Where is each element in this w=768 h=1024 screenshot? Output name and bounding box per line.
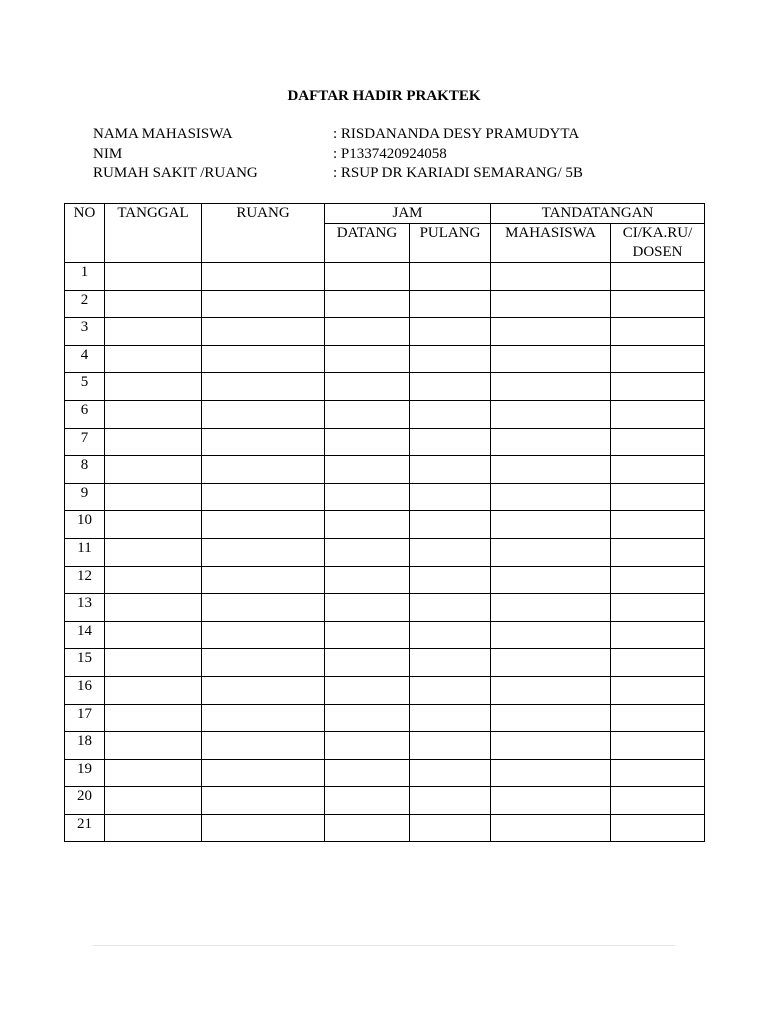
row-number: 15 — [65, 649, 105, 677]
mahasiswa-signature-cell — [491, 400, 611, 428]
datang-cell — [325, 759, 410, 787]
tanggal-cell — [105, 290, 202, 318]
ruang-cell — [202, 290, 325, 318]
table-row — [65, 759, 705, 787]
ci-signature-cell — [611, 814, 705, 842]
ruang-cell — [202, 732, 325, 760]
datang-cell — [325, 263, 410, 291]
table-row — [65, 263, 705, 291]
pulang-cell — [410, 676, 491, 704]
pulang-cell — [410, 566, 491, 594]
info-value: : RSUP DR KARIADI SEMARANG/ 5B — [333, 165, 583, 181]
datang-cell — [325, 787, 410, 815]
header-tandatangan: TANDATANGAN — [491, 204, 705, 224]
datang-cell — [325, 428, 410, 456]
attendance-rows — [65, 263, 705, 842]
attendance-table — [64, 203, 705, 842]
datang-cell — [325, 290, 410, 318]
datang-cell — [325, 732, 410, 760]
tanggal-cell — [105, 373, 202, 401]
table-row — [65, 704, 705, 732]
ci-signature-cell — [611, 511, 705, 539]
table-row — [65, 787, 705, 815]
ruang-cell — [202, 456, 325, 484]
tanggal-cell — [105, 511, 202, 539]
pulang-cell — [410, 483, 491, 511]
tanggal-cell — [105, 456, 202, 484]
ci-signature-cell — [611, 400, 705, 428]
row-number: 21 — [65, 814, 105, 842]
pulang-cell — [410, 759, 491, 787]
mahasiswa-signature-cell — [491, 290, 611, 318]
ci-signature-cell — [611, 428, 705, 456]
table-row — [65, 290, 705, 318]
ci-signature-cell — [611, 759, 705, 787]
ci-signature-cell — [611, 263, 705, 291]
pulang-cell — [410, 649, 491, 677]
tanggal-cell — [105, 345, 202, 373]
tanggal-cell — [105, 649, 202, 677]
tanggal-cell — [105, 814, 202, 842]
row-number: 14 — [65, 621, 105, 649]
header-no: NO — [65, 204, 105, 263]
row-number: 9 — [65, 483, 105, 511]
ci-signature-cell — [611, 704, 705, 732]
footer-divider — [93, 945, 675, 946]
ruang-cell — [202, 676, 325, 704]
ci-signature-cell — [611, 787, 705, 815]
mahasiswa-signature-cell — [491, 263, 611, 291]
datang-cell — [325, 621, 410, 649]
ruang-cell — [202, 621, 325, 649]
tanggal-cell — [105, 263, 202, 291]
mahasiswa-signature-cell — [491, 345, 611, 373]
table-row — [65, 538, 705, 566]
header-pulang: PULANG — [410, 224, 491, 263]
table-row — [65, 566, 705, 594]
datang-cell — [325, 704, 410, 732]
pulang-cell — [410, 290, 491, 318]
ruang-cell — [202, 400, 325, 428]
ci-signature-cell — [611, 483, 705, 511]
ruang-cell — [202, 814, 325, 842]
row-number: 18 — [65, 732, 105, 760]
tanggal-cell — [105, 566, 202, 594]
datang-cell — [325, 456, 410, 484]
tanggal-cell — [105, 538, 202, 566]
ci-signature-cell — [611, 538, 705, 566]
pulang-cell — [410, 400, 491, 428]
row-number: 8 — [65, 456, 105, 484]
ruang-cell — [202, 483, 325, 511]
header-ruang: RUANG — [202, 204, 325, 263]
datang-cell — [325, 373, 410, 401]
table-row — [65, 621, 705, 649]
mahasiswa-signature-cell — [491, 373, 611, 401]
info-row-nim — [93, 145, 583, 165]
info-value: : RISDANANDA DESY PRAMUDYTA — [333, 126, 580, 142]
pulang-cell — [410, 318, 491, 346]
ci-signature-cell — [611, 456, 705, 484]
tanggal-cell — [105, 428, 202, 456]
datang-cell — [325, 483, 410, 511]
student-info — [93, 125, 583, 184]
ci-signature-cell — [611, 345, 705, 373]
mahasiswa-signature-cell — [491, 814, 611, 842]
page-title: DAFTAR HADIR PRAKTEK — [287, 88, 481, 104]
mahasiswa-signature-cell — [491, 676, 611, 704]
ruang-cell — [202, 263, 325, 291]
mahasiswa-signature-cell — [491, 566, 611, 594]
tanggal-cell — [105, 676, 202, 704]
mahasiswa-signature-cell — [491, 649, 611, 677]
info-label: NAMA MAHASISWA — [93, 126, 233, 142]
header-jam: JAM — [325, 204, 491, 224]
ruang-cell — [202, 511, 325, 539]
info-label: NIM — [93, 145, 123, 162]
pulang-cell — [410, 732, 491, 760]
ci-signature-cell — [611, 621, 705, 649]
row-number: 19 — [65, 759, 105, 787]
row-number: 10 — [65, 511, 105, 539]
ruang-cell — [202, 566, 325, 594]
mahasiswa-signature-cell — [491, 732, 611, 760]
tanggal-cell — [105, 787, 202, 815]
ci-signature-cell — [611, 732, 705, 760]
ruang-cell — [202, 538, 325, 566]
datang-cell — [325, 538, 410, 566]
header-tanggal: TANGGAL — [105, 204, 202, 263]
table-row — [65, 814, 705, 842]
tanggal-cell — [105, 732, 202, 760]
pulang-cell — [410, 345, 491, 373]
header-datang: DATANG — [325, 224, 410, 263]
tanggal-cell — [105, 483, 202, 511]
ci-signature-cell — [611, 649, 705, 677]
row-number: 11 — [65, 538, 105, 566]
datang-cell — [325, 649, 410, 677]
pulang-cell — [410, 814, 491, 842]
row-number: 4 — [65, 345, 105, 373]
ruang-cell — [202, 428, 325, 456]
mahasiswa-signature-cell — [491, 483, 611, 511]
ci-signature-cell — [611, 566, 705, 594]
datang-cell — [325, 566, 410, 594]
table-row — [65, 400, 705, 428]
mahasiswa-signature-cell — [491, 594, 611, 622]
ruang-cell — [202, 594, 325, 622]
table-row — [65, 373, 705, 401]
datang-cell — [325, 511, 410, 539]
mahasiswa-signature-cell — [491, 428, 611, 456]
datang-cell — [325, 594, 410, 622]
pulang-cell — [410, 456, 491, 484]
row-number: 5 — [65, 373, 105, 401]
mahasiswa-signature-cell — [491, 704, 611, 732]
row-number: 7 — [65, 428, 105, 456]
ruang-cell — [202, 373, 325, 401]
ci-signature-cell — [611, 594, 705, 622]
ruang-cell — [202, 649, 325, 677]
datang-cell — [325, 400, 410, 428]
tanggal-cell — [105, 621, 202, 649]
table-row — [65, 649, 705, 677]
row-number: 16 — [65, 676, 105, 704]
tanggal-cell — [105, 318, 202, 346]
pulang-cell — [410, 594, 491, 622]
ci-signature-cell — [611, 318, 705, 346]
pulang-cell — [410, 704, 491, 732]
row-number: 20 — [65, 787, 105, 815]
row-number: 6 — [65, 400, 105, 428]
pulang-cell — [410, 263, 491, 291]
pulang-cell — [410, 538, 491, 566]
row-number: 13 — [65, 594, 105, 622]
info-row-name — [93, 125, 583, 145]
pulang-cell — [410, 621, 491, 649]
header-ci-karu-dosen: CI/KA.RU/ DOSEN — [611, 224, 705, 263]
mahasiswa-signature-cell — [491, 759, 611, 787]
tanggal-cell — [105, 594, 202, 622]
ruang-cell — [202, 318, 325, 346]
header-mahasiswa: MAHASISWA — [491, 224, 611, 263]
ruang-cell — [202, 345, 325, 373]
table-row — [65, 428, 705, 456]
mahasiswa-signature-cell — [491, 511, 611, 539]
pulang-cell — [410, 787, 491, 815]
datang-cell — [325, 814, 410, 842]
mahasiswa-signature-cell — [491, 787, 611, 815]
datang-cell — [325, 676, 410, 704]
table-row — [65, 732, 705, 760]
mahasiswa-signature-cell — [491, 538, 611, 566]
row-number: 2 — [65, 290, 105, 318]
datang-cell — [325, 345, 410, 373]
mahasiswa-signature-cell — [491, 621, 611, 649]
table-row — [65, 676, 705, 704]
mahasiswa-signature-cell — [491, 318, 611, 346]
table-row — [65, 456, 705, 484]
table-row — [65, 318, 705, 346]
table-row — [65, 594, 705, 622]
pulang-cell — [410, 428, 491, 456]
pulang-cell — [410, 511, 491, 539]
table-row — [65, 511, 705, 539]
row-number: 17 — [65, 704, 105, 732]
ruang-cell — [202, 704, 325, 732]
row-number: 3 — [65, 318, 105, 346]
tanggal-cell — [105, 704, 202, 732]
info-value: : P1337420924058 — [333, 145, 447, 162]
ci-signature-cell — [611, 373, 705, 401]
ruang-cell — [202, 787, 325, 815]
ci-signature-cell — [611, 676, 705, 704]
tanggal-cell — [105, 759, 202, 787]
info-label: RUMAH SAKIT /RUANG — [93, 165, 258, 181]
info-row-hospital — [93, 164, 583, 184]
row-number: 12 — [65, 566, 105, 594]
mahasiswa-signature-cell — [491, 456, 611, 484]
ruang-cell — [202, 759, 325, 787]
datang-cell — [325, 318, 410, 346]
table-row — [65, 483, 705, 511]
tanggal-cell — [105, 400, 202, 428]
table-row — [65, 345, 705, 373]
pulang-cell — [410, 373, 491, 401]
ci-signature-cell — [611, 290, 705, 318]
row-number: 1 — [65, 263, 105, 291]
